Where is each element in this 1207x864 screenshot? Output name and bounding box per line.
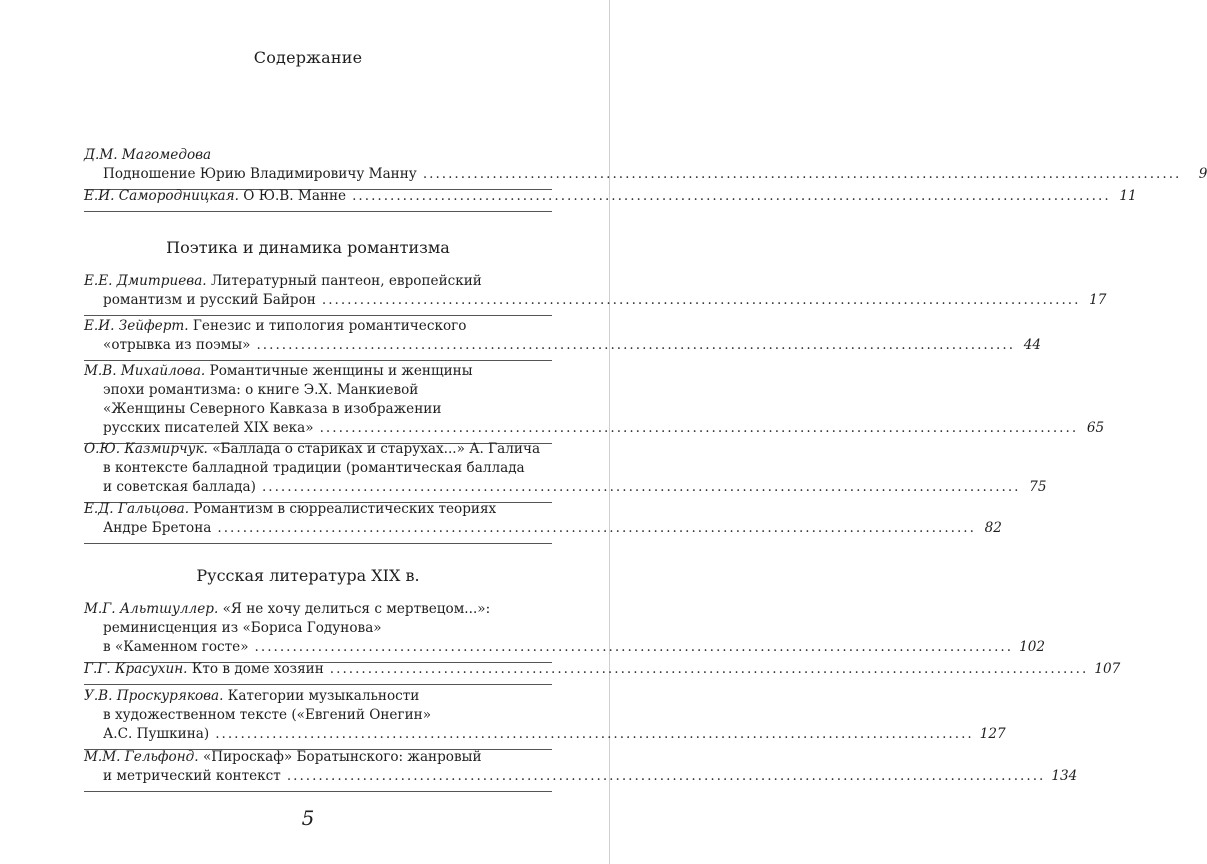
toc-entry-line bbox=[84, 706, 552, 725]
entry-text bbox=[103, 401, 441, 417]
toc-entry-line bbox=[84, 767, 1078, 786]
toc-entry-line bbox=[84, 187, 1137, 206]
toc-entry[interactable] bbox=[84, 600, 1046, 657]
toc-entry-line bbox=[84, 519, 1002, 538]
entry-page-number: 134 bbox=[1051, 768, 1078, 784]
toc-entry[interactable] bbox=[84, 362, 1105, 438]
entry-text bbox=[103, 478, 256, 497]
entry-title: романтизм и русский Байрон bbox=[103, 292, 316, 308]
entry-page-number: 102 bbox=[1019, 639, 1046, 655]
entry-text bbox=[84, 441, 540, 457]
entry-title: эпохи романтизма: о книге Э.Х. Манкиевой bbox=[103, 382, 419, 398]
entry-text bbox=[103, 519, 211, 538]
entry-title: в «Каменном госте» bbox=[103, 639, 249, 655]
entry-page-number: 11 bbox=[1119, 188, 1137, 204]
toc-entry-line bbox=[84, 687, 552, 706]
entry-author: Г.Г. Красухин. bbox=[84, 661, 188, 677]
entry-text bbox=[84, 147, 211, 163]
dot-leader: ........................................................................................................................ bbox=[256, 337, 1016, 353]
entry-title: Литературный пантеон, европейский bbox=[206, 273, 482, 289]
entry-author: О.Ю. Казмирчук. bbox=[84, 441, 208, 457]
entry-text bbox=[84, 318, 466, 334]
dot-leader: ........................................................................................................................ bbox=[261, 479, 1021, 495]
toc-entry-line bbox=[84, 165, 1207, 184]
entry-text bbox=[84, 749, 482, 765]
toc-entry-line bbox=[84, 146, 552, 165]
entry-title: «Я не хочу делиться с мертвецом...»: bbox=[218, 601, 491, 617]
entry-title: «Баллада о стариках и старухах...» А. Галича bbox=[207, 441, 541, 457]
toc-entry[interactable] bbox=[84, 187, 1137, 206]
dot-leader: ........................................................................................................................ bbox=[254, 639, 1014, 655]
entry-title: и метрический контекст bbox=[103, 768, 281, 784]
dot-leader: ........................................................................................................................ bbox=[352, 188, 1111, 204]
toc-entry-line bbox=[84, 440, 552, 459]
toc-entry[interactable] bbox=[84, 500, 1002, 538]
entry-page-number: 65 bbox=[1086, 420, 1105, 436]
entry-text bbox=[103, 419, 314, 438]
entry-separator bbox=[84, 315, 552, 316]
toc-entry-line bbox=[84, 619, 552, 638]
toc-entry-line bbox=[84, 748, 552, 767]
entry-page-number: 9 bbox=[1198, 166, 1207, 182]
page-title: Содержание bbox=[253, 48, 363, 67]
entry-text bbox=[84, 688, 419, 704]
entry-title: Подношение Юрию Владимировичу Манну bbox=[103, 166, 417, 182]
toc-entry[interactable] bbox=[84, 317, 1042, 355]
toc-entry-line bbox=[84, 478, 1047, 497]
entry-text bbox=[84, 601, 490, 617]
dot-leader: ........................................................................................................................ bbox=[422, 166, 1182, 182]
entry-page-number: 107 bbox=[1094, 661, 1121, 677]
entry-text bbox=[103, 336, 250, 355]
entry-text bbox=[84, 501, 496, 517]
entry-text bbox=[103, 460, 525, 476]
page-number: 5 bbox=[301, 806, 315, 830]
section-title: Русская литература XIX в. bbox=[196, 566, 420, 585]
toc-entry[interactable] bbox=[84, 687, 1006, 744]
entry-author: У.В. Проскурякова. bbox=[84, 688, 224, 704]
entry-text bbox=[84, 363, 473, 379]
entry-title: в художественном тексте («Евгений Онегин» bbox=[103, 707, 432, 723]
entry-page-number: 17 bbox=[1089, 292, 1107, 308]
entry-author: Е.И. Зейферт. bbox=[84, 318, 189, 334]
entry-separator bbox=[84, 791, 552, 792]
entry-author: М.М. Гельфонд. bbox=[84, 749, 199, 765]
dot-leader: ........................................................................................................................ bbox=[321, 292, 1081, 308]
entry-author: Е.Е. Дмитриева. bbox=[84, 273, 207, 289]
entry-title: «Женщины Северного Кавказа в изображении bbox=[103, 401, 442, 417]
entry-text bbox=[103, 638, 249, 657]
entry-separator bbox=[84, 684, 552, 685]
toc-entry-line bbox=[84, 400, 552, 419]
entry-title: А.С. Пушкина) bbox=[103, 726, 210, 742]
entry-text bbox=[84, 187, 346, 206]
entry-text bbox=[84, 273, 482, 289]
toc-entry-line bbox=[84, 600, 552, 619]
toc-entry-line bbox=[84, 381, 552, 400]
toc-entry[interactable] bbox=[84, 440, 1047, 497]
entry-separator bbox=[84, 360, 552, 361]
entry-page-number: 82 bbox=[984, 520, 1002, 536]
entry-text bbox=[103, 620, 382, 636]
toc-entry-line bbox=[84, 272, 552, 291]
toc-entry[interactable] bbox=[84, 748, 1078, 786]
toc-entry[interactable] bbox=[84, 146, 1207, 184]
entry-author: М.В. Михайлова. bbox=[84, 363, 206, 379]
toc-entry[interactable] bbox=[84, 660, 1121, 679]
entry-title: «Пироскаф» Боратынского: жанровый bbox=[198, 749, 482, 765]
entry-text bbox=[103, 707, 431, 723]
entry-author: Е.И. Самородницкая. bbox=[84, 188, 239, 204]
entry-text bbox=[103, 382, 418, 398]
entry-text bbox=[103, 165, 417, 184]
entry-text bbox=[103, 725, 209, 744]
entry-title: Кто в доме хозяин bbox=[187, 661, 324, 677]
entry-text bbox=[103, 291, 316, 310]
dot-leader: ........................................................................................................................ bbox=[286, 768, 1046, 784]
toc-entry-line bbox=[84, 500, 552, 519]
toc-entry-line bbox=[84, 725, 1006, 744]
entry-page-number: 44 bbox=[1023, 337, 1042, 353]
entry-page-number: 75 bbox=[1029, 479, 1047, 495]
entry-title: Романтичные женщины и женщины bbox=[205, 363, 473, 379]
entry-title: русских писателей XIX века» bbox=[103, 420, 314, 436]
toc-entry-line bbox=[84, 638, 1046, 657]
entry-title: «отрывка из поэмы» bbox=[103, 337, 251, 353]
toc-entry-line bbox=[84, 291, 1107, 310]
entry-separator bbox=[84, 543, 552, 544]
entry-separator bbox=[84, 211, 552, 212]
entry-title: реминисценция из «Бориса Годунова» bbox=[103, 620, 382, 636]
entry-text bbox=[84, 660, 324, 679]
entry-title: Андре Бретона bbox=[103, 520, 212, 536]
toc-entry-line bbox=[84, 362, 552, 381]
toc-entry-line bbox=[84, 459, 552, 478]
entry-title: и советская баллада) bbox=[103, 479, 256, 495]
dot-leader: ........................................................................................................................ bbox=[215, 726, 974, 742]
entry-page-number: 127 bbox=[979, 726, 1006, 742]
entry-title: в контексте балладной традиции (романтическая баллада bbox=[103, 460, 525, 476]
toc-entry-line bbox=[84, 336, 1042, 355]
entry-author: Д.М. Магомедова bbox=[84, 147, 212, 163]
entry-title: Романтизм в сюрреалистических теориях bbox=[189, 501, 497, 517]
toc-entry-line bbox=[84, 317, 552, 336]
entry-author: Е.Д. Гальцова. bbox=[84, 501, 190, 517]
entry-title: О Ю.В. Манне bbox=[238, 188, 347, 204]
toc-entry-line bbox=[84, 660, 1121, 679]
dot-leader: ........................................................................................................................ bbox=[217, 520, 976, 536]
entry-title: Генезис и типология романтического bbox=[188, 318, 467, 334]
toc-entry-line bbox=[84, 419, 1105, 438]
entry-text bbox=[103, 767, 281, 786]
section-title: Поэтика и динамика романтизма bbox=[166, 238, 450, 257]
dot-leader: ........................................................................................................................ bbox=[319, 420, 1079, 436]
entry-author: М.Г. Альтшуллер. bbox=[84, 601, 219, 617]
dot-leader: ........................................................................................................................ bbox=[329, 661, 1089, 677]
toc-entry[interactable] bbox=[84, 272, 1107, 310]
entry-title: Категории музыкальности bbox=[223, 688, 420, 704]
